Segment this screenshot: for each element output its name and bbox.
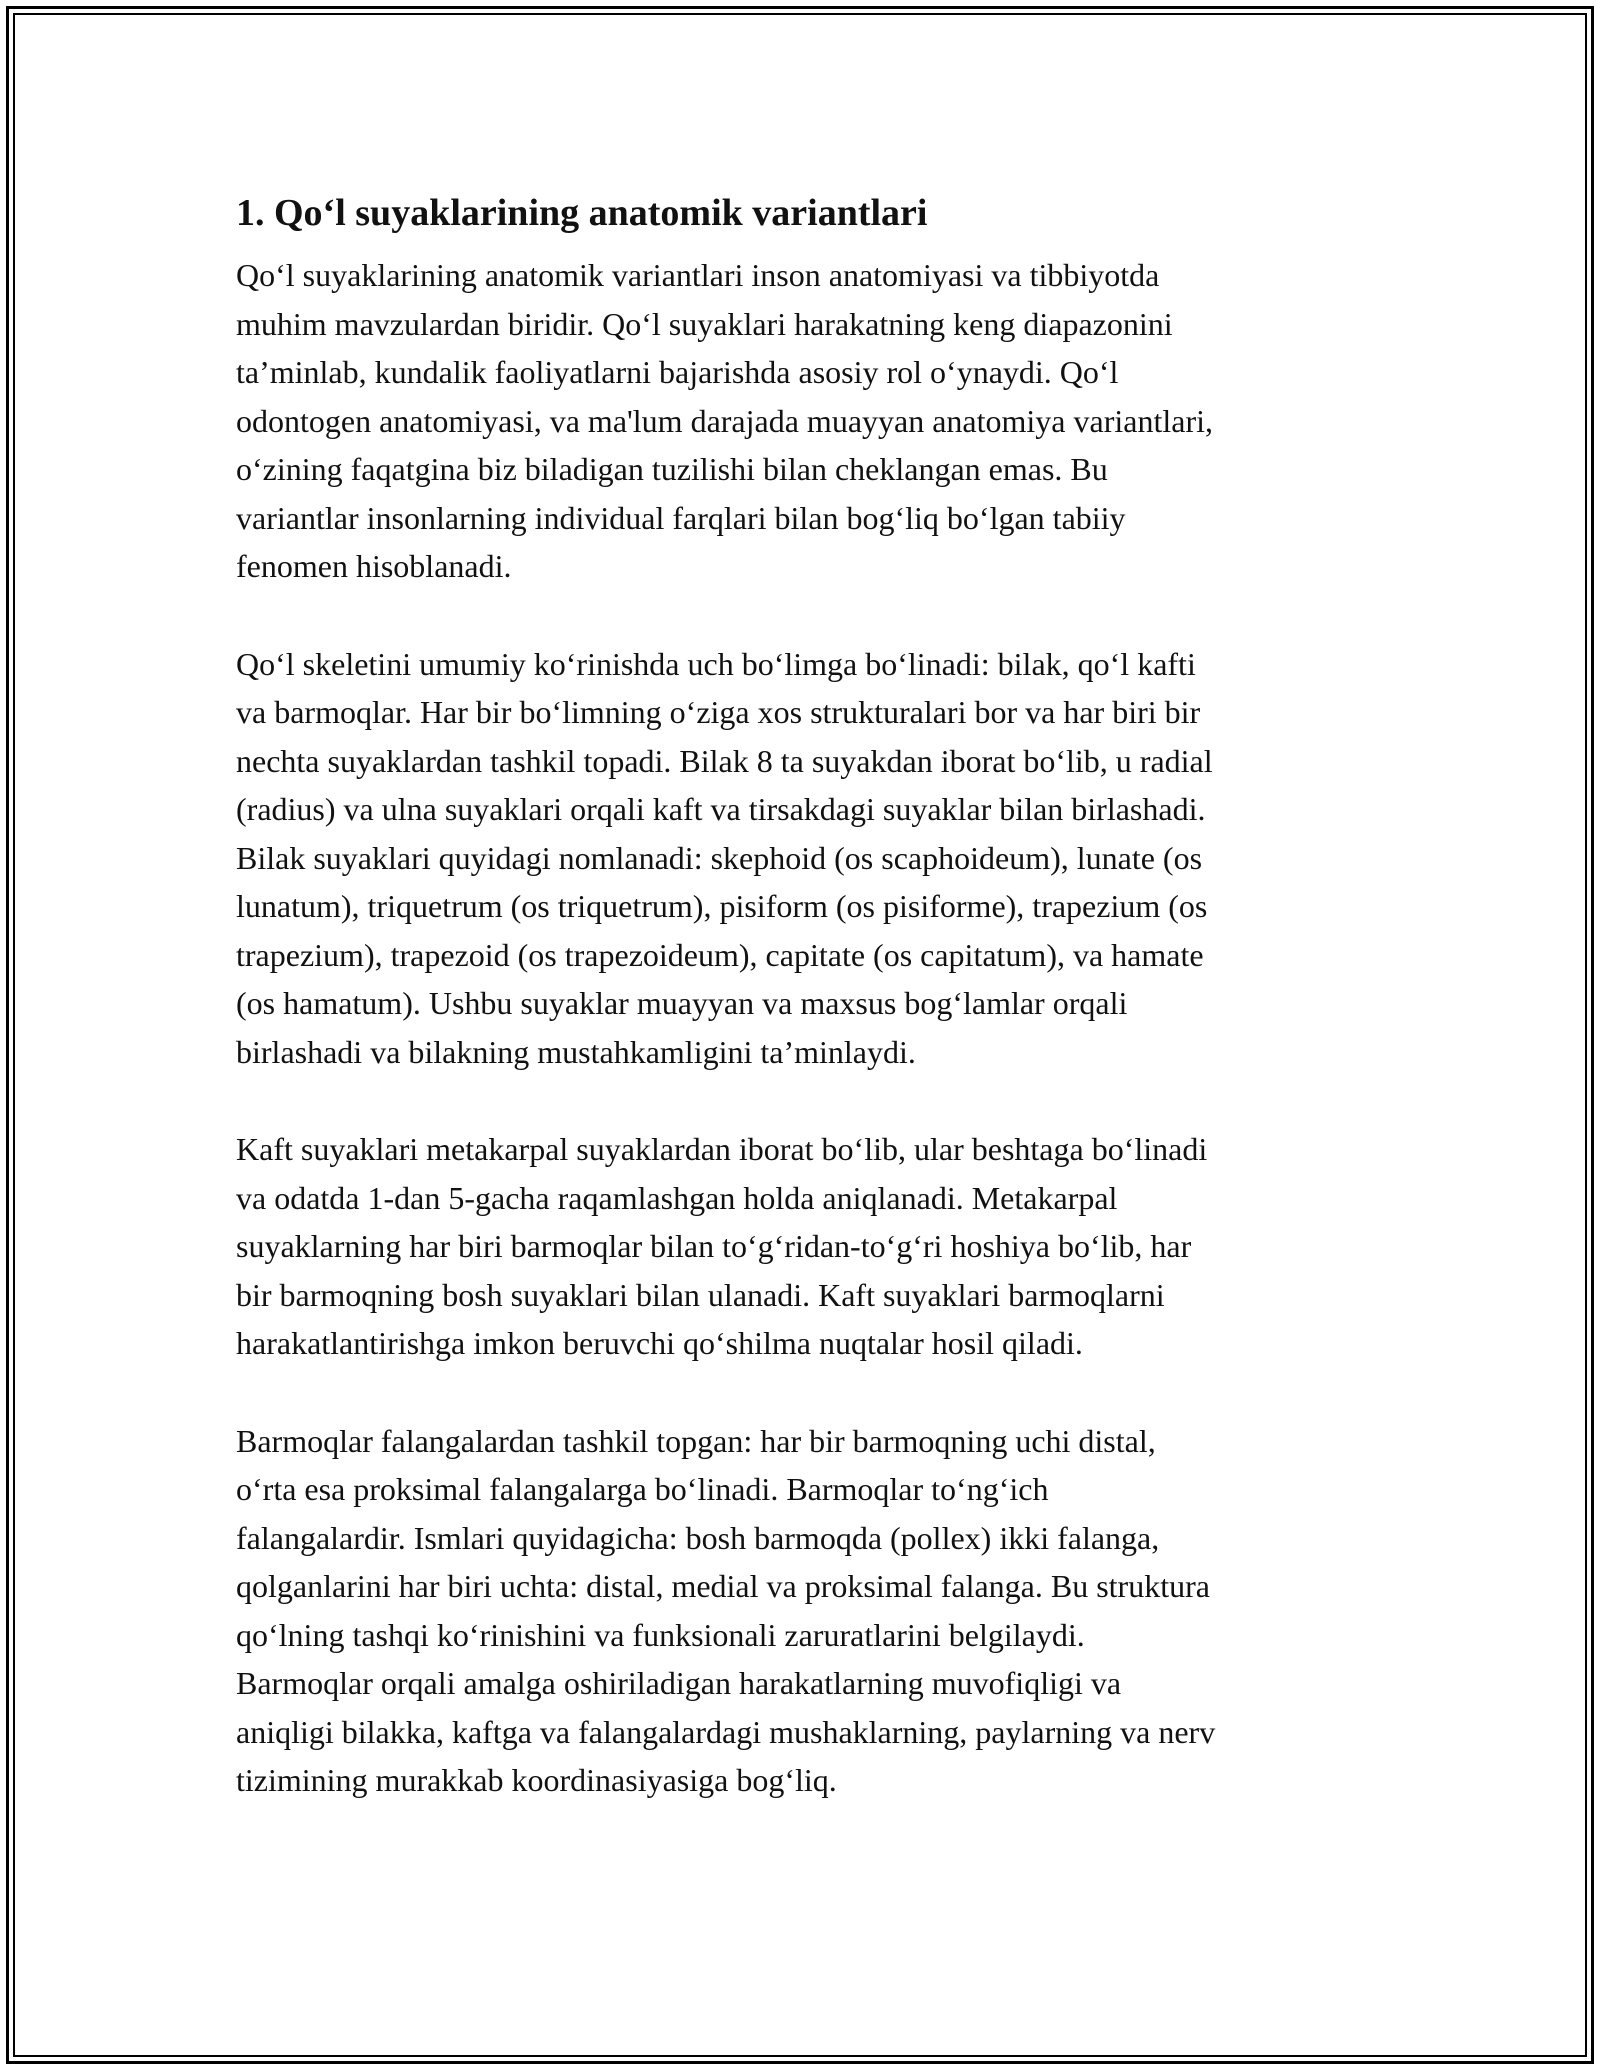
- paragraph-line: va odatda 1-dan 5-gacha raqamlashgan holda aniqlanadi. Metakarpal: [236, 1179, 1118, 1216]
- paragraph-line: trapezium), trapezoid (os trapezoideum), capitate (os capitatum), va hamate: [236, 936, 1204, 973]
- paragraph-line: Barmoqlar orqali amalga oshiriladigan harakatlarning muvofiqligi va: [236, 1665, 1122, 1701]
- paragraph-palm: [236, 1125, 1366, 1368]
- paragraph-line: va barmoqlar. Har bir bo‘limning o‘ziga xos strukturalari bor va har biri bir: [236, 694, 1201, 730]
- paragraph-line: harakatlantirishga imkon beruvchi qo‘shilma nuqtalar hosil qiladi.: [236, 1325, 1083, 1361]
- section-heading: 1. Qo‘l suyaklarining anatomik variantlari: [236, 192, 928, 234]
- paragraph-line: tizimining murakkab koordinasiyasiga bog‘liq.: [236, 1762, 837, 1798]
- paragraph-line: qo‘lning tashqi ko‘rinishini va funksionali zaruratlarini belgilaydi.: [236, 1616, 1085, 1653]
- paragraph-line: (radius) va ulna suyaklari orqali kaft va tirsakdagi suyaklar bilan birlashadi.: [236, 791, 1206, 827]
- paragraph-line: fenomen hisoblanadi.: [236, 548, 512, 584]
- paragraph-line: Barmoqlar falangalardan tashkil topgan: har bir barmoqning uchi distal,: [236, 1422, 1156, 1459]
- paragraph-line: o‘zining faqatgina biz biladigan tuzilishi bilan cheklangan emas. Bu: [236, 451, 1108, 487]
- paragraph-line: odontogen anatomiyasi, va ma'lum darajada muayyan anatomiya variantlari,: [236, 402, 1213, 439]
- document-body: [236, 185, 1366, 1854]
- paragraph-line: qolganlarini har biri uchta: distal, medial va proksimal falanga. Bu struktura: [236, 1568, 1210, 1604]
- paragraph-line: (os hamatum). Ushbu suyaklar muayyan va maxsus bog‘lamlar orqali: [236, 985, 1128, 1021]
- paragraph-skeleton: [236, 640, 1366, 1077]
- paragraph-line: suyaklarning har biri barmoqlar bilan to‘g‘ridan-to‘g‘ri hoshiya bo‘lib, har: [236, 1228, 1192, 1264]
- paragraph-intro: [236, 251, 1366, 591]
- paragraph-line: Bilak suyaklari quyidagi nomlanadi: skephoid (os scaphoideum), lunate (os: [236, 839, 1203, 876]
- paragraph-line: lunatum), triquetrum (os triquetrum), pisiform (os pisiforme), trapezium (os: [236, 888, 1208, 924]
- paragraph-line: variantlar insonlarning individual farqlari bilan bog‘liq bo‘lgan tabiiy: [236, 499, 1126, 536]
- paragraph-line: o‘rta esa proksimal falangalarga bo‘linadi. Barmoqlar to‘ng‘ich: [236, 1471, 1049, 1507]
- paragraph-line: Qo‘l suyaklarining anatomik variantlari inson anatomiyasi va tibbiyotda: [236, 257, 1160, 293]
- paragraph-line: muhim mavzulardan biridir. Qo‘l suyaklari harakatning keng diapazonini: [236, 305, 1173, 342]
- paragraph-line: aniqligi bilakka, kaftga va falangalardagi mushaklarning, paylarning va nerv: [236, 1713, 1216, 1750]
- paragraph-fingers: [236, 1417, 1366, 1805]
- paragraph-line: birlashadi va bilakning mustahkamligini ta’minlaydi.: [236, 1033, 916, 1070]
- paragraph-line: Qo‘l skeletini umumiy ko‘rinishda uch bo‘limga bo‘linadi: bilak, qo‘l kafti: [236, 645, 1196, 682]
- paragraph-line: falangalardir. Ismlari quyidagicha: bosh barmoqda (pollex) ikki falanga,: [236, 1519, 1160, 1556]
- paragraph-line: ta’minlab, kundalik faoliyatlarni bajarishda asosiy rol o‘ynaydi. Qo‘l: [236, 354, 1119, 390]
- paragraph-line: bir barmoqning bosh suyaklari bilan ulanadi. Kaft suyaklari barmoqlarni: [236, 1276, 1165, 1313]
- paragraph-line: Kaft suyaklari metakarpal suyaklardan iborat bo‘lib, ular beshtaga bo‘linadi: [236, 1131, 1208, 1167]
- paragraph-line: nechta suyaklardan tashkil topadi. Bilak 8 ta suyakdan iborat bo‘lib, u radial: [236, 742, 1213, 779]
